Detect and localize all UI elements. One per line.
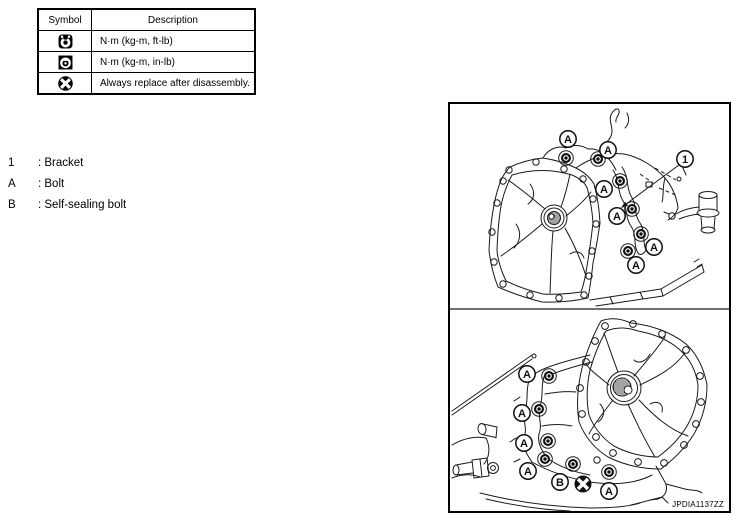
callout-A bbox=[609, 208, 625, 224]
legend-key: A bbox=[8, 177, 16, 190]
symbol-table-header-row bbox=[38, 9, 255, 31]
callout-A bbox=[628, 257, 644, 273]
symbol-cell bbox=[38, 52, 92, 73]
svg-text:A: A bbox=[524, 465, 532, 478]
description-cell: Always replace after disassembly. bbox=[92, 73, 255, 95]
diagram-top-view bbox=[489, 109, 719, 306]
svg-text:A: A bbox=[613, 210, 621, 223]
svg-text:A: A bbox=[523, 368, 531, 381]
diagram-frame bbox=[448, 102, 731, 513]
parts-legend bbox=[8, 152, 126, 215]
callout-A bbox=[596, 181, 612, 197]
svg-text:1: 1 bbox=[681, 153, 689, 166]
symbol-cell bbox=[38, 31, 92, 52]
table-row bbox=[38, 73, 255, 95]
callout-A bbox=[600, 142, 616, 158]
svg-text:A: A bbox=[605, 485, 613, 498]
callout-A bbox=[519, 366, 535, 382]
svg-text:A: A bbox=[604, 144, 612, 157]
legend-item-self-sealing-bolt bbox=[8, 194, 126, 215]
torque-ftlb-icon bbox=[58, 36, 73, 47]
legend-item-bolt bbox=[8, 173, 126, 194]
symbol-column-header: Symbol bbox=[38, 9, 92, 31]
legend-key: 1 bbox=[8, 156, 15, 169]
description-column-header: Description bbox=[92, 9, 255, 31]
callout-A bbox=[601, 483, 617, 499]
legend-item-bracket bbox=[8, 152, 126, 173]
legend-label: : Bracket bbox=[38, 156, 84, 169]
description-cell: N·m (kg-m, ft-lb) bbox=[92, 31, 255, 52]
replace-icon bbox=[58, 78, 73, 89]
svg-text:A: A bbox=[632, 259, 640, 272]
callout-A bbox=[560, 131, 576, 147]
callout-1 bbox=[677, 151, 693, 167]
svg-text:A: A bbox=[600, 183, 608, 196]
symbol-table bbox=[37, 8, 256, 95]
svg-text:A: A bbox=[518, 407, 526, 420]
replace-symbol bbox=[575, 476, 592, 493]
symbol-cell bbox=[38, 73, 92, 95]
svg-text:B: B bbox=[556, 476, 564, 489]
torque-inlb-icon bbox=[58, 57, 73, 68]
legend-label: : Bolt bbox=[38, 177, 65, 190]
figure-code: JPDIA1137ZZ bbox=[672, 500, 724, 509]
callout-A bbox=[520, 463, 536, 479]
callout-A bbox=[646, 239, 662, 255]
svg-text:A: A bbox=[650, 241, 658, 254]
diagram-svg bbox=[450, 104, 729, 511]
callout-B bbox=[552, 474, 568, 490]
legend-key: B bbox=[8, 198, 16, 211]
table-row bbox=[38, 52, 255, 73]
callout-A bbox=[514, 405, 530, 421]
description-cell: N·m (kg-m, in-lb) bbox=[92, 52, 255, 73]
svg-text:A: A bbox=[520, 437, 528, 450]
svg-text:A: A bbox=[564, 133, 572, 146]
callout-A bbox=[516, 435, 532, 451]
legend-label: : Self-sealing bolt bbox=[38, 198, 127, 211]
table-row bbox=[38, 31, 255, 52]
